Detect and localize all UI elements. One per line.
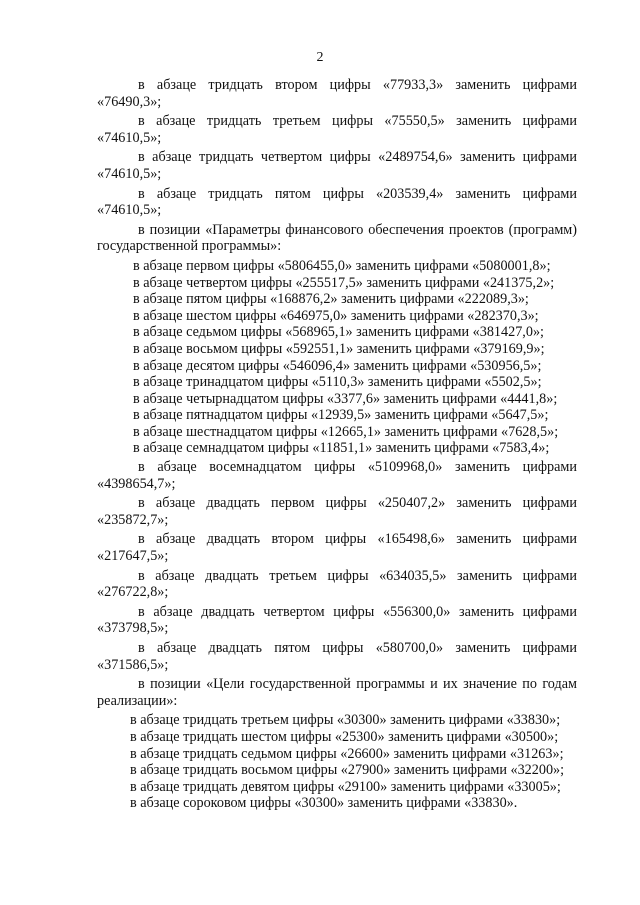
text-line: в абзаце шестнадцатом цифры «12665,1» заменить цифрами «7628,5»; <box>133 423 559 440</box>
text-line: «371586,5»; <box>97 656 169 673</box>
text-line: в абзаце первом цифры «5806455,0» заменить цифрами «5080001,8»; <box>133 257 551 274</box>
text-line: «76490,3»; <box>97 93 162 110</box>
text-line: в абзаце сороковом цифры «30300» заменить цифрами «33830». <box>130 795 518 812</box>
text-line: в абзаце седьмом цифры «568965,1» заменить цифрами «381427,0»; <box>133 324 544 341</box>
text-line: в абзаце пятнадцатом цифры «12939,5» заменить цифрами «5647,5»; <box>133 407 549 424</box>
text-line: в абзаце четвертом цифры «255517,5» заменить цифрами «241375,2»; <box>133 274 555 291</box>
text-line: «373798,5»; <box>97 620 169 637</box>
text-line: в позиции «Параметры финансового обеспечения проектов (программ) <box>138 221 577 238</box>
text-line: в позиции «Цели государственной программы и их значение по годам <box>138 676 577 693</box>
text-line: в абзаце пятом цифры «168876,2» заменить цифрами «222089,3»; <box>133 291 529 308</box>
text-line: в абзаце тридцать пятом цифры «203539,4» заменить цифрами <box>138 185 577 202</box>
text-line: реализации»: <box>97 692 178 709</box>
text-line: «4398654,7»; <box>97 475 176 492</box>
text-line: в абзаце семнадцатом цифры «11851,1» заменить цифрами «7583,4»; <box>133 440 550 457</box>
text-line: в абзаце двадцать третьем цифры «634035,5» заменить цифрами <box>138 567 577 584</box>
text-line: в абзаце восьмом цифры «592551,1» заменить цифрами «379169,9»; <box>133 340 545 357</box>
document-body <box>97 77 577 812</box>
text-line: в абзаце тридцать шестом цифры «25300» заменить цифрами «30500»; <box>130 728 559 745</box>
text-line: в абзаце тринадцатом цифры «5110,3» заменить цифрами «5502,5»; <box>133 374 542 391</box>
text-line: «74610,5»; <box>97 129 162 146</box>
text-line: в абзаце тридцать втором цифры «77933,3» заменить цифрами <box>138 77 577 93</box>
text-line: в абзаце тридцать восьмом цифры «27900» заменить цифрами «32200»; <box>130 762 565 779</box>
text-line: в абзаце двадцать первом цифры «250407,2» заменить цифрами <box>138 495 577 512</box>
text-line: в абзаце восемнадцатом цифры «5109968,0» заменить цифрами <box>138 459 577 476</box>
text-line: в абзаце четырнадцатом цифры «3377,6» заменить цифрами «4441,8»; <box>133 390 558 407</box>
text-line: в абзаце тридцать девятом цифры «29100» заменить цифрами «33005»; <box>130 778 561 795</box>
text-line: в абзаце двадцать пятом цифры «580700,0» заменить цифрами <box>138 640 577 656</box>
text-line: «74610,5»; <box>97 165 162 182</box>
text-line: «235872,7»; <box>97 511 169 528</box>
text-line: государственной программы»: <box>97 238 282 255</box>
page-number: 2 <box>316 50 324 65</box>
text-line: «217647,5»; <box>97 548 169 565</box>
text-line: в абзаце тридцать седьмом цифры «26600» заменить цифрами «31263»; <box>130 745 564 762</box>
text-line: «74610,5»; <box>97 202 162 219</box>
text-line: «276722,8»; <box>97 584 169 601</box>
text-line: в абзаце двадцать четвертом цифры «556300,0» заменить цифрами <box>138 603 577 620</box>
text-line: в абзаце тридцать третьем цифры «75550,5» заменить цифрами <box>138 113 577 130</box>
text-line: в абзаце тридцать четвертом цифры «2489754,6» заменить цифрами <box>138 149 577 166</box>
text-line: в абзаце двадцать втором цифры «165498,6» заменить цифрами <box>138 531 577 548</box>
text-line: в абзаце тридцать третьем цифры «30300» заменить цифрами «33830»; <box>130 712 561 729</box>
text-line: в абзаце десятом цифры «546096,4» заменить цифрами «530956,5»; <box>133 357 542 374</box>
text-line: в абзаце шестом цифры «646975,0» заменить цифрами «282370,3»; <box>133 307 539 324</box>
